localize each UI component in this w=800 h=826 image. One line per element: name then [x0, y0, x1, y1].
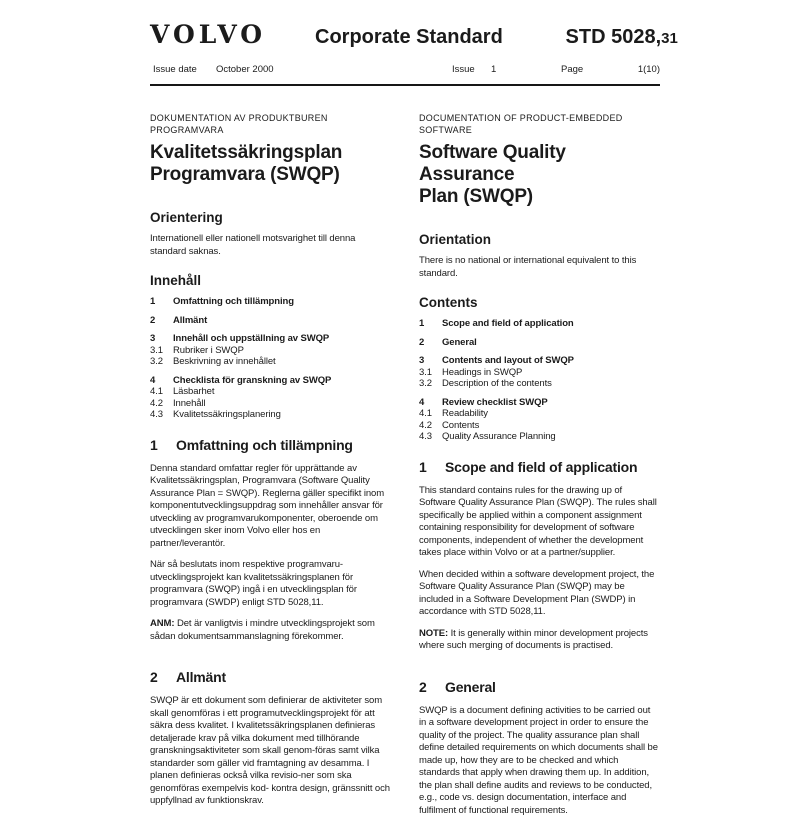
issue-meta-row: [150, 64, 660, 86]
toc-entry: [419, 397, 660, 409]
toc-entry: [419, 431, 660, 443]
toc-entry-number: 4.2: [419, 419, 432, 431]
section-title: Omfattning och tillämpning: [176, 436, 353, 453]
toc-entry-number: 4.2: [150, 397, 163, 409]
orientation-text-en: There is no national or international equivalent to this standard.: [419, 255, 637, 279]
toc-entry-number: 3.2: [150, 356, 163, 367]
section-2-paragraph-sv: SWQP är ett dokument som definierar de aktiviteter som skall genomföras i ett programutvecklingsprojekt för att säkra dess kvalitet. I kvalitetssäkringsplanen definieras detaljerade krav på vilka dokument med tillhörande granskningsaktiviteter som skall genom-föras samt vilka standarder som gäller vid framtagning av desamma. I planen definieras också vilka revisio-ner som ska genomföras exempelvis kod- kontra design, gränssnitt och uppfyllnad av funktionskrav.: [150, 695, 390, 806]
toc-entry-number: 3.1: [150, 344, 163, 356]
title-line: Programvara (SWQP): [150, 164, 340, 185]
toc-entry-label: Description of the contents: [442, 378, 552, 389]
toc-entry-label: Beskrivning av innehållet: [173, 356, 276, 367]
toc-entry: [419, 408, 660, 420]
document-category-en: [419, 112, 660, 136]
toc-entry-label: Contents and layout of SWQP: [442, 355, 574, 366]
toc-entry: [150, 333, 391, 345]
note-text: It is generally within minor development projects where such merging of documents is practised.: [419, 627, 648, 651]
toc-entry-label: Kvalitetssäkringsplanering: [173, 409, 281, 420]
toc-entry-number: 3: [419, 355, 425, 366]
table-of-contents-en: [419, 318, 660, 443]
toc-entry-label: Innehåll och uppställning av SWQP: [173, 333, 330, 344]
title-line: Plan (SWQP): [419, 186, 533, 207]
toc-entry-label: Quality Assurance Planning: [442, 431, 556, 442]
orientation-heading-sv: Orientering: [150, 210, 223, 225]
toc-entry: [419, 378, 660, 390]
kicker-line: DOCUMENTATION OF PRODUCT-EMBEDDED: [419, 113, 623, 123]
toc-entry: [150, 386, 391, 398]
document-type-title: Corporate Standard: [315, 26, 503, 48]
kicker-line: PROGRAMVARA: [150, 125, 224, 135]
toc-entry-label: Scope and field of application: [442, 318, 574, 329]
toc-entry: [419, 355, 660, 367]
toc-entry: [150, 345, 391, 357]
toc-entry: [150, 315, 391, 327]
note-text: Det är vanligtvis i mindre utvecklingsprojekt som sådan dokumentsammanslagning förekommer.: [150, 618, 375, 642]
toc-entry: [150, 356, 391, 368]
toc-entry-label: Contents: [442, 419, 480, 431]
section-1-heading-sv: [150, 437, 391, 453]
toc-entry-label: General: [442, 336, 477, 348]
document-title-en: [419, 142, 660, 208]
toc-entry: [150, 398, 391, 410]
volvo-logo: VOLVO: [150, 20, 267, 49]
kicker-line: SOFTWARE: [419, 125, 473, 135]
toc-entry-number: 4.3: [419, 431, 432, 442]
toc-entry: [419, 420, 660, 432]
toc-entry-number: 2: [419, 336, 425, 348]
section-1-paragraph-2-sv: När så beslutats inom respektive programvaru-utvecklingsprojekt kan kvalitetssäkringsplanen för programvara (SWQP) ingå i en utvecklingsplan för programvara (SWDP) enligt STD 5028,11.: [150, 559, 357, 608]
toc-entry-label: Headings in SWQP: [442, 366, 523, 378]
standard-number-main: STD 5028,: [565, 26, 662, 48]
toc-entry-label: Readability: [442, 408, 488, 419]
toc-entry-label: Rubriker i SWQP: [173, 344, 244, 356]
kicker-line: DOKUMENTATION AV PRODUKTBUREN: [150, 113, 328, 123]
toc-entry-label: Läsbarhet: [173, 386, 215, 397]
orientation-text-sv: Internationell eller nationell motsvarighet till denna standard saknas.: [150, 233, 356, 257]
toc-entry-label: Allmänt: [173, 314, 208, 326]
note-label: ANM:: [150, 618, 175, 629]
table-of-contents-sv: [150, 296, 391, 421]
toc-entry-label: Checklista för granskning av SWQP: [173, 374, 332, 386]
swedish-column: [150, 112, 391, 826]
page-header: [150, 20, 678, 49]
section-number: 2: [419, 678, 427, 695]
title-line: Software Quality Assurance: [419, 142, 566, 185]
document-page: [150, 0, 678, 826]
toc-entry-number: 4.1: [150, 386, 163, 397]
section-2-heading-sv: [150, 669, 391, 685]
note-paragraph-en: [419, 628, 660, 653]
contents-heading-en: Contents: [419, 295, 478, 310]
orientation-heading-en: Orientation: [419, 232, 492, 247]
title-line: Kvalitetssäkringsplan: [150, 142, 343, 163]
toc-entry: [419, 367, 660, 379]
section-title: General: [445, 678, 496, 695]
section-number: 1: [419, 458, 427, 475]
toc-entry-label: Innehåll: [173, 397, 206, 409]
note-label: NOTE:: [419, 627, 449, 639]
toc-entry-label: Omfattning och tillämpning: [173, 296, 294, 307]
section-1-paragraph-1-en: This standard contains rules for the drawing up of Software Quality Assurance Plan (SWQP). The rules shall specifically be applied within a component assignment containing responsibility for development of software components, independent of whether the development takes place within Volvo or at a partner/supplier.: [419, 484, 657, 558]
toc-entry-number: 3.1: [419, 366, 432, 378]
standard-number: [503, 26, 678, 49]
section-2-paragraph-en: SWQP is a document defining activities to be carried out in a software development project in order to ensure the quality of the project. The quality assurance plan shall define detailed requirements on which documents shall be made up, how they are to be checked and which standards that apply when drawing them up. In addition, the plan shall define audits and reviews to be conducted, e.g., code vs. design documentation, interface and fulfilment of functional requirements.: [419, 704, 658, 816]
section-2-heading-en: [419, 679, 660, 695]
toc-entry-number: 4.3: [150, 409, 163, 420]
note-paragraph-sv: [150, 618, 391, 643]
standard-number-issue: 31: [661, 30, 678, 47]
section-1-paragraph-1-sv: Denna standard omfattar regler för upprättande av Kvalitetssäkringsplan, Programvara (Software Quality Assurance Plan = SWQP). Reglerna gäller specifikt inom komponentutvecklingsuppdrag som innehåller ansvar för utveckling av programvarukomponenter, oberoende om utvecklingen sker inom Volvo eller hos en partner/leverantör.: [150, 462, 385, 549]
english-column: [419, 112, 660, 826]
toc-entry-number: 4: [150, 374, 156, 386]
issue-label: Issue: [452, 64, 475, 75]
toc-entry-number: 4: [419, 396, 425, 408]
issue-date-value: October 2000: [216, 64, 274, 75]
issue-value: 1: [491, 64, 497, 75]
toc-entry: [150, 409, 391, 421]
toc-entry: [150, 375, 391, 387]
toc-entry-label: Review checklist SWQP: [442, 396, 548, 408]
page-value: 1(10): [637, 64, 660, 75]
contents-heading-sv: Innehåll: [150, 273, 202, 288]
section-1-paragraph-2-en: When decided within a software development project, the Software Quality Assurance Plan (SWQP) may be included in a Software Development Plan (SWDP) in accordance with STD 5028,11.: [419, 568, 655, 617]
section-1-heading-en: [419, 459, 660, 475]
issue-date-label: Issue date: [153, 64, 197, 75]
document-title-sv: [150, 142, 391, 186]
toc-entry-number: 2: [150, 314, 156, 326]
toc-entry-number: 1: [150, 296, 156, 307]
section-number: 2: [150, 669, 158, 685]
toc-entry: [150, 296, 391, 308]
toc-entry-number: 3: [150, 333, 156, 344]
toc-entry: [419, 337, 660, 349]
toc-entry-number: 1: [419, 318, 425, 329]
toc-entry-number: 4.1: [419, 408, 432, 419]
document-body: [150, 112, 660, 826]
document-category-sv: [150, 112, 391, 136]
toc-entry: [419, 318, 660, 330]
toc-entry-number: 3.2: [419, 378, 432, 389]
section-title: Allmänt: [176, 669, 226, 685]
page-label: Page: [561, 64, 584, 75]
section-title: Scope and field of application: [445, 458, 638, 475]
section-number: 1: [150, 436, 158, 453]
